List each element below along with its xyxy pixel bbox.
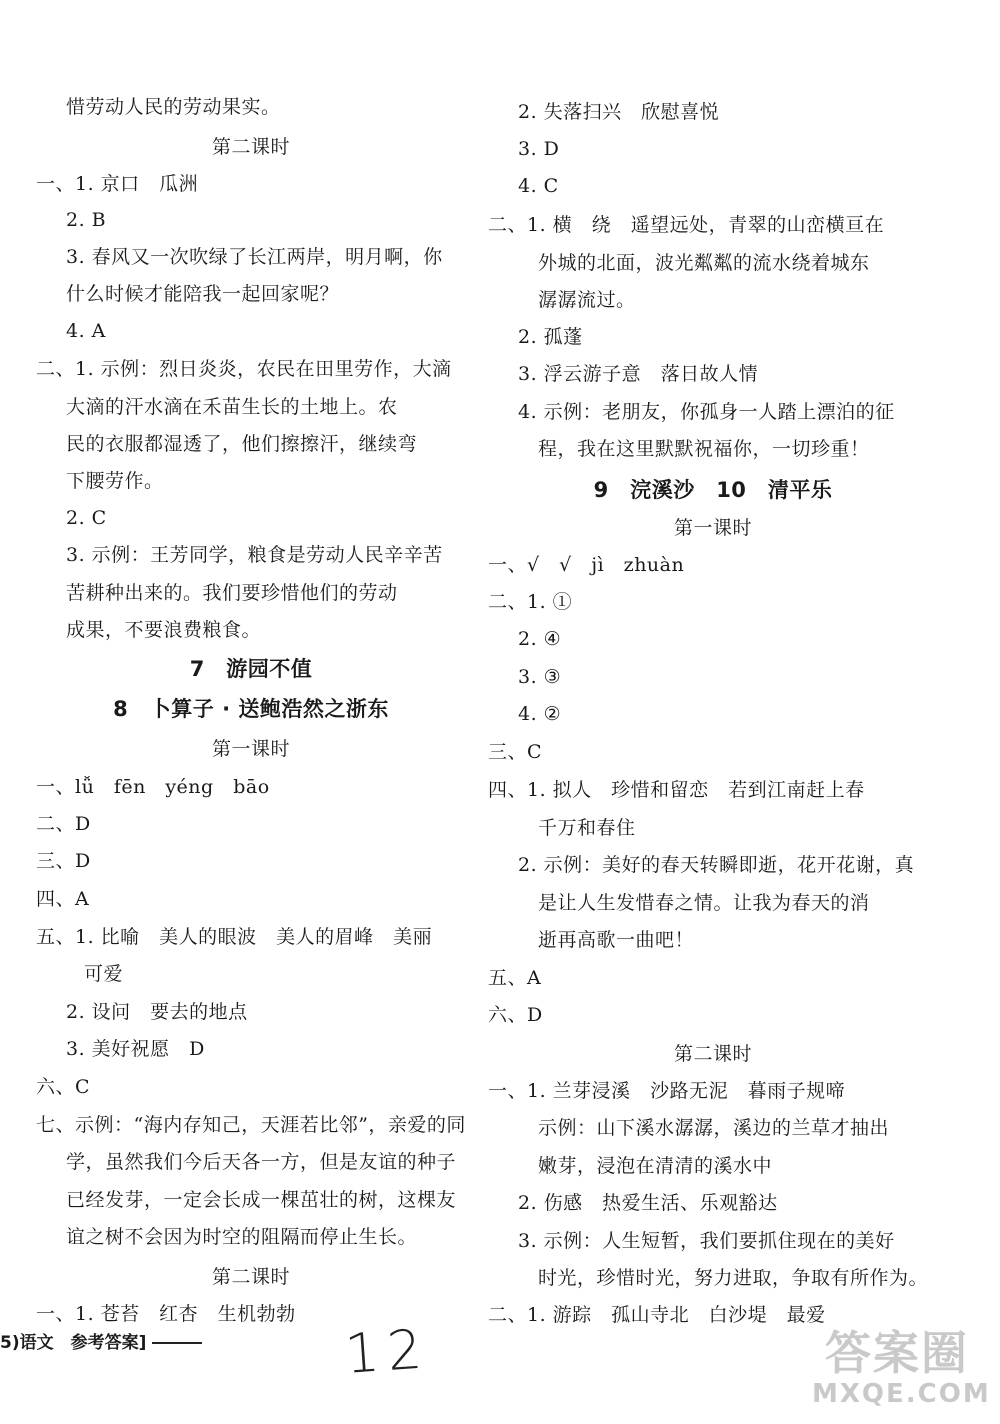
section-heading: 第二课时: [211, 136, 290, 158]
footer-label: 5)语文 参考答案]: [0, 1333, 147, 1353]
answer-line: 六、D: [488, 1004, 543, 1026]
page-footer: [0, 1328, 202, 1353]
answer-line: 3. 美好祝愿 D: [66, 1038, 205, 1060]
answer-line: 嫩芽，浸泡在清清的溪水中: [538, 1155, 773, 1177]
answer-line: 4. ②: [518, 703, 562, 725]
answer-line: 学，虽然我们今后天各一方，但是友谊的种子: [66, 1151, 457, 1173]
answer-line: 大滴的汗水滴在禾苗生长的土地上。农: [66, 396, 398, 418]
lesson-title: 9 浣溪沙 10 清平乐: [593, 478, 833, 502]
answer-line: 2. ④: [518, 628, 562, 650]
answer-line: 可爱: [84, 963, 124, 985]
answer-line: 3. 示例：王芳同学，粮食是劳动人民辛辛苦: [66, 544, 443, 566]
answer-line: 潺潺流过。: [538, 289, 636, 311]
answer-line: 2. 失落扫兴 欣慰喜悦: [518, 101, 720, 123]
answer-line: 外城的北面，波光粼粼的流水绕着城东: [538, 252, 870, 274]
watermark-text: 答案圈: [825, 1326, 969, 1380]
answer-line: 3. 示例：人生短暂，我们要抓住现在的美好: [518, 1230, 895, 1252]
answer-line: 四、1. 拟人 珍惜和留恋 若到江南赶上春: [488, 779, 865, 801]
answer-line: 已经发芽，一定会长成一棵茁壮的树，这棵友: [66, 1189, 457, 1211]
answer-line: 四、A: [36, 888, 90, 910]
answer-line: 4. 示例：老朋友，你孤身一人踏上漂泊的征: [518, 401, 895, 423]
answer-line: 2. B: [66, 209, 107, 231]
answer-line: 时光，珍惜时光，努力进取，争取有所作为。: [538, 1267, 929, 1289]
answer-line: 三、C: [488, 741, 543, 763]
answer-line: 3. ③: [518, 666, 562, 688]
answer-line: 2. 示例：美好的春天转瞬即逝，花开花谢，真: [518, 854, 915, 876]
answer-line: 谊之树不会因为时空的阻隔而停止生长。: [66, 1226, 418, 1248]
answer-line: 五、A: [488, 967, 542, 989]
answer-line: 二、1. 横 绕 遥望远处，青翠的山峦横亘在: [488, 214, 885, 236]
answer-line: 一、1. 兰芽浸溪 沙路无泥 暮雨子规啼: [488, 1080, 846, 1102]
watermark-logo: [812, 1326, 991, 1416]
answer-line: 二、D: [36, 813, 91, 835]
lesson-title: 7 游园不值: [189, 657, 313, 681]
answer-line: 一、1. 苍苔 红杏 生机勃勃: [36, 1303, 296, 1325]
lesson-title: 8 卜算子 · 送鲍浩然之浙东: [113, 697, 389, 721]
answer-line: 2. 孤蓬: [518, 326, 583, 348]
answer-line: 一、1. 京口 瓜洲: [36, 173, 199, 195]
answer-line: 一、√ √ jì zhuàn: [488, 554, 685, 576]
answer-line: 惜劳动人民的劳动果实。: [66, 96, 281, 118]
answer-line: 民的衣服都湿透了，他们擦擦汗，继续弯: [66, 433, 418, 455]
answer-line: 程，我在这里默默祝福你，一切珍重！: [538, 438, 870, 460]
answer-line: 三、D: [36, 850, 91, 872]
answer-line: 六、C: [36, 1076, 91, 1098]
answer-line: 一、lǚ fēn yéng bāo: [36, 776, 270, 798]
answer-line: 3. D: [518, 138, 560, 160]
section-heading: 第二课时: [211, 1266, 290, 1288]
answer-line: 苦耕种出来的。我们要珍惜他们的劳动: [66, 582, 398, 604]
footer-rule: [152, 1342, 202, 1344]
answer-line: 4. C: [518, 175, 559, 197]
answer-line: 2. 伤感 热爱生活、乐观豁达: [518, 1192, 778, 1214]
answer-line: 是让人生发惜春之情。让我为春天的消: [538, 892, 870, 914]
answer-line: 千万和春住: [538, 817, 636, 839]
answer-line: 示例：山下溪水潺潺，溪边的兰草才抽出: [538, 1117, 890, 1139]
answer-line: 4. A: [66, 320, 106, 342]
answer-line: 什么时候才能陪我一起回家呢？: [66, 283, 340, 305]
answer-line: 五、1. 比喻 美人的眼波 美人的眉峰 美丽: [36, 926, 433, 948]
answer-line: 2. 设问 要去的地点: [66, 1001, 248, 1023]
answer-line: 2. C: [66, 507, 107, 529]
answer-line: 3. 春风又一次吹绿了长江两岸，明月啊，你: [66, 246, 443, 268]
answer-line: 逝再高歌一曲吧！: [538, 929, 695, 951]
answer-line: 七、示例：“海内存知己，天涯若比邻”，亲爱的同: [36, 1114, 466, 1136]
answer-line: 二、1. ①: [488, 591, 573, 613]
page-number: 12: [342, 1317, 432, 1386]
section-heading: 第二课时: [673, 1043, 752, 1065]
answer-line: 下腰劳作。: [66, 470, 164, 492]
answer-line: 二、1. 示例：烈日炎炎，农民在田里劳作，大滴: [36, 358, 452, 380]
answer-line: 成果，不要浪费粮食。: [66, 619, 262, 641]
section-heading: 第一课时: [673, 517, 752, 539]
answer-line: 二、1. 游踪 孤山寺北 白沙堤 最爱: [488, 1304, 826, 1326]
answer-line: 3. 浮云游子意 落日故人情: [518, 363, 759, 385]
section-heading: 第一课时: [211, 738, 290, 760]
watermark-url: MXQE.COM: [812, 1379, 991, 1409]
